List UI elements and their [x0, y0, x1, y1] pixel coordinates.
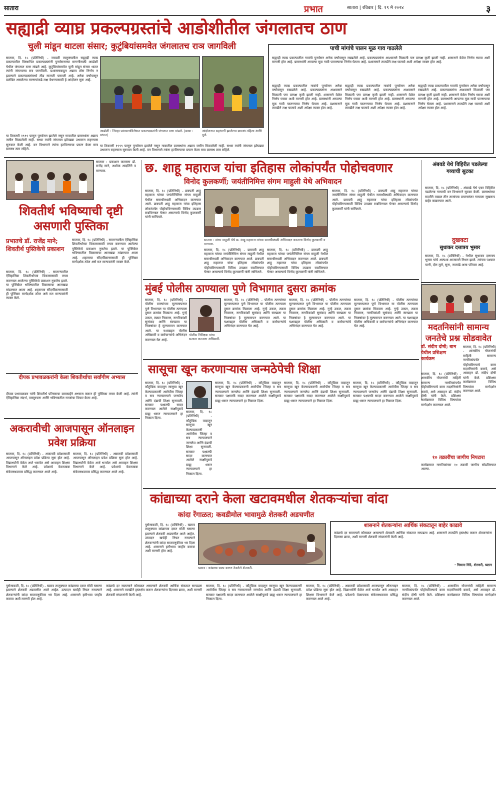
kanda-cont-4: सातारा, दि. १८ (प्रतिनिधी) - अकरावी प्रवेशासाठी आजपासून ऑनलाइन प्रवेश प्रक्रिया सुरू होत आहे. विद्यार्थ्यांनी वेळेत अर्ज भरावेत असे आवाहन शिक्षण विभागाने केले आहे. प्रवेशाचे वेळापत्रक संकेतस्थळावर प्रसिद्ध करण्यात आले आहे. [306, 584, 398, 602]
madat-event-photo [421, 284, 496, 320]
right-col-headline: अंबवडे येथे विहिरीत पडलेल्या गव्याची सुटका [432, 162, 488, 175]
shivtirth-side-head: प्रभातचे डॉ. राजेंद्र माने; शिवतीर्थ पुस्तिकेचे प्रकाशन [6, 238, 65, 253]
mumbai-headline: मुंबई पोलीस ठाण्याला पुणे विभागात दुसरा क्रमांक [145, 283, 336, 295]
shahu-photo [204, 189, 328, 237]
otp-top-rule [4, 418, 140, 419]
right-box-body-4: सह्याद्री व्याघ्र प्रकल्पातील गावांचे पुनर्वसन अनेक वर्षांपासून रखडलेले आहे. प्रकल्पग्रस्तांना आश्वासने मिळाली पण प्रत्यक्ष कृती झाली नाही. शासनाने वेळेत निर्णय घ्यावा अशी मागणी होत आहे. ग्रामस्थांनी आपल्या मूळ गावी परतण्याचा निर्णय घेतला आहे. प्रशासनाने तातडीने लक्ष घालावे अशी अपेक्षा व्यक्त होत आहे. [418, 84, 490, 111]
right-box-title: पाची मांगांचे पालन मूळ गाव गाठलेले [330, 46, 402, 52]
shahu-subhead: विनोद कुलकर्णी; जयंतीनिमित्त संगम माहुली येथे अभिवादन [184, 177, 342, 186]
mumbai-photo [189, 298, 221, 332]
lead-photo-1 [100, 56, 200, 128]
lead-headline: सह्याद्री व्याघ्र प्रकल्पग्रस्तांचे आडोशीतील जंगलातच ठाण [6, 19, 347, 39]
murder-body-4: सातारा, दि. १८ (प्रतिनिधी) - कौटुंबिक वादातून सासूचा खून केल्याप्रकरणी आरोपीस जिल्हा व सत्र न्यायालयाने जन्मठेप आणि दंडाची शिक्षा सुनावली. सरकार पक्षातर्फे सादर करण्यात आलेले साक्षीपुरावे ग्राह्य धरून न्यायालयाने हा निकाल दिला. [284, 381, 350, 403]
date-line: सातारा | रविवार | दि. १९ मे २०२४ [347, 6, 404, 11]
lead-photo-2 [202, 56, 264, 128]
kanda-box-body: कांद्याचे दर सातत्याने कोसळत असल्याने शेतकरी आर्थिक संकटात सापडला आहे. शासनाने तातडीने हस्तक्षेप करून शेतकऱ्यांना दिलासा द्यावा, अशी मागणी शेतकरी संघटनांनी केली आहे. [334, 531, 492, 540]
madat-body-2: सातारा, दि. १८ (प्रतिनिधी) - शासकीय योजनांची माहिती सामान्य नागरिकांपर्यंत पोहोचविण्याचे काम मदतनिसांनी करावे, असे आवाहन डॉ. संदीप दोषी यांनी केले. प्रशिक्षण कार्यक्रमात विविध विषयांवर मार्गदर्शन करण्यात आले. [463, 345, 496, 394]
shahu-body-1: सातारा, दि. १८ (प्रतिनिधी) - छत्रपती शाहू महाराज यांच्या जयंतीनिमित्त संगम माहुली येथील समाधीस्थळी अभिवादन करण्यात आले. छत्रपती शाहू महाराज यांचा इतिहास लोकांपर्यंत पोहोचविण्यासाठी विविध उपक्रम राबविण्यात येणार असल्याचे विनोद कुलकर्णी यांनी सांगितले. [145, 189, 201, 220]
col-divider-1 [141, 160, 142, 490]
murder-top-rule [143, 359, 419, 360]
lead-photo-1-caption: आडोशी : जिल्हा प्रशासनाविरोधात प्रकल्पग्रस्तांनी जंगलात ठाण मांडले. (छाया : प्रभात) [100, 129, 194, 138]
col-divider-2 [421, 160, 422, 400]
kanda-photo-caption: खटाव : कांद्याचा साठा करून ठेवलेले शेतकरी. [198, 566, 253, 570]
right-box-body-1: सह्याद्री व्याघ्र प्रकल्पातील गावांचे पुनर्वसन अनेक वर्षांपासून रखडलेले आहे. प्रकल्पग्रस्तांना आश्वासने मिळाली पण प्रत्यक्ष कृती झाली नाही. शासनाने वेळेत निर्णय घ्यावा अशी मागणी होत आहे. ग्रामस्थांनी आपल्या मूळ गावी परतण्याचा निर्णय घेतला आहे. प्रशासनाने तातडीने लक्ष घालावे अशी अपेक्षा व्यक्त होत आहे. [272, 56, 490, 65]
lead-body: सातारा, दि. १८ (प्रतिनिधी) - जावळी तालुक्यातील सह्याद्री व्याघ्र प्रकल्पातील विस्थापित प्रकल्पग्रस्तांनी पुनर्वसनाच्या मागणीसाठी आडोशी येथील जंगलात ठाण मांडले आहे. कुटुंबियांसमवेत चुली मांडून संसार थाटत त्यांनी जंगलातच रात्र जागविली. प्रशासनाकडून अद्याप ठोस निर्णय न झाल्याने प्रकल्पग्रस्तांमध्ये तीव्र नाराजी पसरली आहे. अनेक वर्षांपासून प्रलंबित असलेल्या मागण्यांकडे लक्ष वेधण्यासाठी हे आंदोलन सुरू आहे. [6, 56, 98, 83]
col-divider-3 [141, 490, 142, 578]
shivtirth-body-1: सातारा, दि. १८ (प्रतिनिधी) - साताऱ्यातील ऐतिहासिक शिवतीर्थाच्या विकासासाठी तयार करण्यात आलेल्या पुस्तिकेचे प्रकाशन नुकतेच झाले. या पुस्तिकेत भविष्यातील विकासाचा आराखडा मांडण्यात आला आहे. शहराच्या सौंदर्यीकरणासाठी ही पुस्तिका मार्गदर्शक ठरेल असे मत मान्यवरांनी व्यक्त केले. [6, 270, 68, 301]
kanda-cont-3: सातारा, दि. १८ (प्रतिनिधी) - कौटुंबिक वादातून सासूचा खून केल्याप्रकरणी आरोपीस जिल्हा व सत्र न्यायालयाने जन्मठेप आणि दंडाची शिक्षा सुनावली. सरकार पक्षातर्फे सादर करण्यात आलेले साक्षीपुरावे ग्राह्य धरून न्यायालयाने हा निकाल दिला. [206, 584, 302, 602]
kanda-cont-2: कांद्याचे दर सातत्याने कोसळत असल्याने शेतकरी आर्थिक संकटात सापडला आहे. शासनाने तातडीने हस्तक्षेप करून शेतकऱ्यांना दिलासा द्यावा, अशी मागणी शेतकरी संघटनांनी केली आहे. [106, 584, 202, 597]
madat-top-rule [421, 282, 496, 283]
kanda-body-1: पुसेसावळी, दि. १८ (प्रतिनिधी) - खटाव तालुक्यात कांद्याच्या दरात मोठी घसरण झाल्याने शेतकरी अडचणीत आले आहेत. उत्पादन खर्चही निघत नसल्याने शेतकऱ्यांनी कांदा साठवणुकीवर भर दिला आहे. शासनाने हमीभाव जाहीर करावा अशी मागणी होत आहे. [145, 523, 195, 554]
murder-photo [186, 381, 212, 409]
page-number: ३ [486, 5, 491, 15]
mumbai-body-4: सातारा, दि. १८ (प्रतिनिधी) - पोलीस ठाण्यांच्या मूल्यमापनात पुणे विभागात या पोलीस ठाण्याला दुसरा क्रमांक मिळाला आहे. गुन्हे उकल, तक्रार निवारण, नागरिकांशी सुसंवाद आणि स्वच्छता या निकषांवर हे मूल्यमापन करण्यात आले. या यशाबद्दल पोलीस अधिकारी व कर्मचाऱ्यांचे अभिनंदन करण्यात येत आहे. [354, 298, 418, 329]
madat-headline: मदतनिसांनी सामान्य जनतेचे प्रश्न सोडवावेत [425, 322, 492, 343]
murder-body-1: सातारा, दि. १८ (प्रतिनिधी) - कौटुंबिक वादातून सासूचा खून केल्याप्रकरणी आरोपीस जिल्हा व सत्र न्यायालयाने जन्मठेप आणि दंडाची शिक्षा सुनावली. सरकार पक्षातर्फे सादर करण्यात आलेले साक्षीपुरावे ग्राह्य धरून न्यायालयाने हा निकाल दिला. [145, 381, 183, 421]
kanda-box-title: शासनाने शेतकऱ्यांना आर्थिक संकटातून बाहेर काढावे [363, 523, 463, 529]
murder-body-5: सातारा, दि. १८ (प्रतिनिधी) - कौटुंबिक वादातून सासूचा खून केल्याप्रकरणी आरोपीस जिल्हा व सत्र न्यायालयाने जन्मठेप आणि दंडाची शिक्षा सुनावली. सरकार पक्षातर्फे सादर करण्यात आलेले साक्षीपुरावे ग्राह्य धरून न्यायालयाने हा निकाल दिला. [353, 381, 418, 403]
kanda-box-sign: - विकास शिंदे, शेतकरी, खटाव [454, 563, 492, 567]
otp-body-1: सातारा, दि. १८ (प्रतिनिधी) - अकरावी प्रवेशासाठी आजपासून ऑनलाइन प्रवेश प्रक्रिया सुरू होत आहे. विद्यार्थ्यांनी वेळेत अर्ज भरावेत असे आवाहन शिक्षण विभागाने केले आहे. प्रवेशाचे वेळापत्रक संकेतस्थळावर प्रसिद्ध करण्यात आले आहे. [6, 452, 70, 474]
murder-body-2: सातारा, दि. १८ (प्रतिनिधी) - कौटुंबिक वादातून सासूचा खून केल्याप्रकरणी आरोपीस जिल्हा व सत्र न्यायालयाने जन्मठेप आणि दंडाची शिक्षा सुनावली. सरकार पक्षातर्फे सादर करण्यात आलेले साक्षीपुरावे ग्राह्य धरून न्यायालयाने हा निकाल दिला. [186, 410, 212, 476]
section-name: सातारा [4, 5, 19, 12]
shivtirth-body-2: सातारा, दि. १८ (प्रतिनिधी) - साताऱ्यातील ऐतिहासिक शिवतीर्थाच्या विकासासाठी तयार करण्यात आलेल्या पुस्तिकेचे प्रकाशन नुकतेच झाले. या पुस्तिकेत भविष्यातील विकासाचा आराखडा मांडण्यात आला आहे. शहराच्या सौंदर्यीकरणासाठी ही पुस्तिका मार्गदर्शक ठरेल असे मत मान्यवरांनी व्यक्त केले. [72, 238, 138, 265]
shahu-body-4: सातारा, दि. १८ (प्रतिनिधी) - छत्रपती शाहू महाराज यांच्या जयंतीनिमित्त संगम माहुली येथील समाधीस्थळी अभिवादन करण्यात आले. छत्रपती शाहू महाराज यांचा इतिहास लोकांपर्यंत पोहोचविण्यासाठी विविध उपक्रम राबविण्यात येणार असल्याचे विनोद कुलकर्णी यांनी सांगितले. [332, 189, 418, 211]
bottom-rule [4, 580, 496, 581]
kanda-headline: कांद्याच्या दराने केला खटावमधील शेतकऱ्यांचा वांदा [150, 492, 388, 507]
shivtirth-headline: शिवतीर्थ भविष्याची दृष्टी असणारी पुस्तिका [19, 204, 123, 233]
murder-headline: सासूचा खून करणाऱ्यास जन्मठेपेची शिक्षा [148, 362, 321, 376]
mumbai-body-2: सातारा, दि. १८ (प्रतिनिधी) - पोलीस ठाण्यांच्या मूल्यमापनात पुणे विभागात या पोलीस ठाण्याला दुसरा क्रमांक मिळाला आहे. गुन्हे उकल, तक्रार निवारण, नागरिकांशी सुसंवाद आणि स्वच्छता या निकषांवर हे मूल्यमापन करण्यात आले. या यशाबद्दल पोलीस अधिकारी व कर्मचाऱ्यांचे अभिनंदन करण्यात येत आहे. [224, 298, 286, 329]
madat-body-1: सातारा, दि. १८ (प्रतिनिधी) - शासकीय योजनांची माहिती सामान्य नागरिकांपर्यंत पोहोचविण्याचे काम मदतनिसांनी करावे, असे आवाहन डॉ. संदीप दोषी यांनी केले. प्रशिक्षण कार्यक्रमात विविध विषयांवर मार्गदर्शन करण्यात आले. [421, 372, 461, 407]
obit-body: सातारा, दि. १८ (प्रतिनिधी) - येथील सुधाकर दत्तात्रय भुसार यांचे अल्पशा आजाराने निधन झाले. त्यांच्या पश्चात पत्नी, दोन मुले, सुना, नातवंडे असा परिवार आहे. [425, 254, 495, 267]
otp-body-2: सातारा, दि. १८ (प्रतिनिधी) - अकरावी प्रवेशासाठी आजपासून ऑनलाइन प्रवेश प्रक्रिया सुरू होत आहे. विद्यार्थ्यांनी वेळेत अर्ज भरावेत असे आवाहन शिक्षण विभागाने केले आहे. प्रवेशाचे वेळापत्रक संकेतस्थळावर प्रसिद्ध करण्यात आले आहे. [73, 452, 138, 474]
kanda-top-rule [143, 488, 496, 489]
lead-subhead: चुली मांडून थाटला संसार; कुटुंबियांसमवेत जंगलातच राञ जागविली [28, 42, 236, 52]
shivtirth-side-text: सातारा : प्रकाशन करताना डॉ. राजेंद्र माने, अशोक आदलिंगे व मान्यवर. [96, 160, 136, 173]
right-box-body-2: सह्याद्री व्याघ्र प्रकल्पातील गावांचे पुनर्वसन अनेक वर्षांपासून रखडलेले आहे. प्रकल्पग्रस्तांना आश्वासने मिळाली पण प्रत्यक्ष कृती झाली नाही. शासनाने वेळेत निर्णय घ्यावा अशी मागणी होत आहे. ग्रामस्थांनी आपल्या मूळ गावी परतण्याचा निर्णय घेतला आहे. प्रशासनाने तातडीने लक्ष घालावे अशी अपेक्षा व्यक्त होत आहे. [272, 84, 342, 111]
mumbai-top-rule [143, 279, 419, 280]
shahu-headline: छ. शाहू महाराज यांचा इतिहास लोकांपर्यंत पोहोचवणार [145, 160, 393, 175]
mumbai-body-3: सातारा, दि. १८ (प्रतिनिधी) - पोलीस ठाण्यांच्या मूल्यमापनात पुणे विभागात या पोलीस ठाण्याला दुसरा क्रमांक मिळाला आहे. गुन्हे उकल, तक्रार निवारण, नागरिकांशी सुसंवाद आणि स्वच्छता या निकषांवर हे मूल्यमापन करण्यात आले. या यशाबद्दल पोलीस अधिकारी व कर्मचाऱ्यांचे अभिनंदन करण्यात येत आहे. [289, 298, 351, 329]
right-box-body-3: सह्याद्री व्याघ्र प्रकल्पातील गावांचे पुनर्वसन अनेक वर्षांपासून रखडलेले आहे. प्रकल्पग्रस्तांना आश्वासने मिळाली पण प्रत्यक्ष कृती झाली नाही. शासनाने वेळेत निर्णय घ्यावा अशी मागणी होत आहे. ग्रामस्थांनी आपल्या मूळ गावी परतण्याचा निर्णय घेतला आहे. प्रशासनाने तातडीने लक्ष घालावे अशी अपेक्षा व्यक्त होत आहे. [345, 84, 415, 111]
kanda-photo [198, 523, 326, 565]
madat-side-head: डॉ. संदीप दोषी; बाम येथील प्रशिक्षण कार्यक्रम [421, 345, 457, 362]
brand-logo: प्रभात [304, 5, 323, 15]
mumbai-photo-caption: पोलीस निरीक्षक यांचा सत्कार करताना अधिकारी. [189, 333, 221, 342]
lead-body-extra: या ठिकाणी १९९९ पासून पुनर्वसन झालेले नसून गावातील ग्रामस्थांना अद्याप जमीन मिळालेली नाही. सध्या त्यांनी जंगलात झोपड्या उभारून राहण्यास सुरुवात केली आहे. वन विभागाने त्यांना हटविण्याचा प्रयत्न केला मात्र ग्रामस्थ ठाम राहिले. [100, 144, 264, 153]
right-col-body: सातारा, दि. १८ (प्रतिनिधी) - अंबवडे येथे एका विहिरीत पडलेल्या गव्याची वन विभागाने सुटका केली. ग्रामस्थांच्या मदतीने तब्बल तीन तासांच्या प्रयत्नानंतर गव्याला सुखरूप बाहेर काढण्यात आले. [425, 186, 495, 204]
kanda-cont-5: सातारा, दि. १८ (प्रतिनिधी) - शासकीय योजनांची माहिती सामान्य नागरिकांपर्यंत पोहोचविण्याचे काम मदतनिसांनी करावे, असे आवाहन डॉ. संदीप दोषी यांनी केले. प्रशिक्षण कार्यक्रमात विविध विषयांवर मार्गदर्शन करण्यात आले. [402, 584, 496, 602]
murder-body-3: सातारा, दि. १८ (प्रतिनिधी) - कौटुंबिक वादातून सासूचा खून केल्याप्रकरणी आरोपीस जिल्हा व सत्र न्यायालयाने जन्मठेप आणि दंडाची शिक्षा सुनावली. सरकार पक्षातर्फे सादर करण्यात आलेले साक्षीपुरावे ग्राह्य धरून न्यायालयाने हा निकाल दिला. [215, 381, 281, 403]
shahu-body-2: सातारा, दि. १८ (प्रतिनिधी) - छत्रपती शाहू महाराज यांच्या जयंतीनिमित्त संगम माहुली येथील समाधीस्थळी अभिवादन करण्यात आले. छत्रपती शाहू महाराज यांचा इतिहास लोकांपर्यंत पोहोचविण्यासाठी विविध उपक्रम राबविण्यात येणार असल्याचे विनोद कुलकर्णी यांनी सांगितले. [204, 248, 264, 275]
shivtirth-photo [6, 160, 94, 200]
obit-title: दुखवटा [451, 237, 468, 244]
obit-name: सुधाकर दत्तात्रय भुसार [439, 245, 481, 251]
otp-headline: अकरावीची आजपासून ऑनलाइन प्रवेश प्रक्रिया [9, 423, 135, 449]
mumbai-body-1: सातारा, दि. १८ (प्रतिनिधी) - पोलीस ठाण्यांच्या मूल्यमापनात पुणे विभागात या पोलीस ठाण्याला दुसरा क्रमांक मिळाला आहे. गुन्हे उकल, तक्रार निवारण, नागरिकांशी सुसंवाद आणि स्वच्छता या निकषांवर हे मूल्यमापन करण्यात आले. या यशाबद्दल पोलीस अधिकारी व कर्मचाऱ्यांचे अभिनंदन करण्यात येत आहे. [145, 298, 187, 342]
masthead-rule [4, 15, 496, 16]
lead-photo-2-caption: आंदोलनात सहभागी झालेल्या ग्रामस्थ महिला आणि मुले. [202, 129, 263, 138]
shahu-photo-caption: सातारा : संगम माहुली येथे छ. शाहू महाराज यांच्या समाधीस्थळी अभिवादन करताना विनोद कुलकर्णी व मान्यवर. [204, 238, 326, 247]
madat-sub-body: कार्यक्रमात नागरिकांच्या १० तक्रारी जागीच सोडविण्यात आल्या. [421, 463, 496, 472]
shivtirth-sub-head: दीपक प्रभावळकरांनी केला शिवतीर्थाचा सर्वांगीण अभ्यास [18, 375, 126, 381]
shivtirth-sub-body: दीपक प्रभावळकर यांनी शिवतीर्थ परिसराचा बारकाईने अभ्यास करून ही पुस्तिका तयार केली आहे. त्यांनी ऐतिहासिक संदर्भ, वास्तुरचना आणि भविष्यातील गरजांचा विचार केला आहे. [6, 392, 138, 401]
kanda-cont-1: पुसेसावळी, दि. १८ (प्रतिनिधी) - खटाव तालुक्यात कांद्याच्या दरात मोठी घसरण झाल्याने शेतकरी अडचणीत आले आहेत. उत्पादन खर्चही निघत नसल्याने शेतकऱ्यांनी कांदा साठवणुकीवर भर दिला आहे. शासनाने हमीभाव जाहीर करावा अशी मागणी होत आहे. [6, 584, 102, 602]
lead-bottom-rule [4, 157, 496, 158]
shahu-body-3: सातारा, दि. १८ (प्रतिनिधी) - छत्रपती शाहू महाराज यांच्या जयंतीनिमित्त संगम माहुली येथील समाधीस्थळी अभिवादन करण्यात आले. छत्रपती शाहू महाराज यांचा इतिहास लोकांपर्यंत पोहोचविण्यासाठी विविध उपक्रम राबविण्यात येणार असल्याचे विनोद कुलकर्णी यांनी सांगितले. [267, 248, 328, 275]
kanda-subhead: कांदा रेंगाळत; कवडीमोल भावामुळे शेतकरी अडचणीत [178, 510, 315, 519]
masthead [4, 3, 496, 15]
lead-body-continued: या ठिकाणी १९९९ पासून पुनर्वसन झालेले नसून गावातील ग्रामस्थांना अद्याप जमीन मिळालेली नाही. सध्या त्यांनी जंगलात झोपड्या उभारून राहण्यास सुरुवात केली आहे. वन विभागाने त्यांना हटविण्याचा प्रयत्न केला मात्र ग्रामस्थ ठाम राहिले. [6, 134, 98, 152]
madat-sub-head: १० तक्रारींचा जागीच निपटारा [432, 455, 485, 461]
